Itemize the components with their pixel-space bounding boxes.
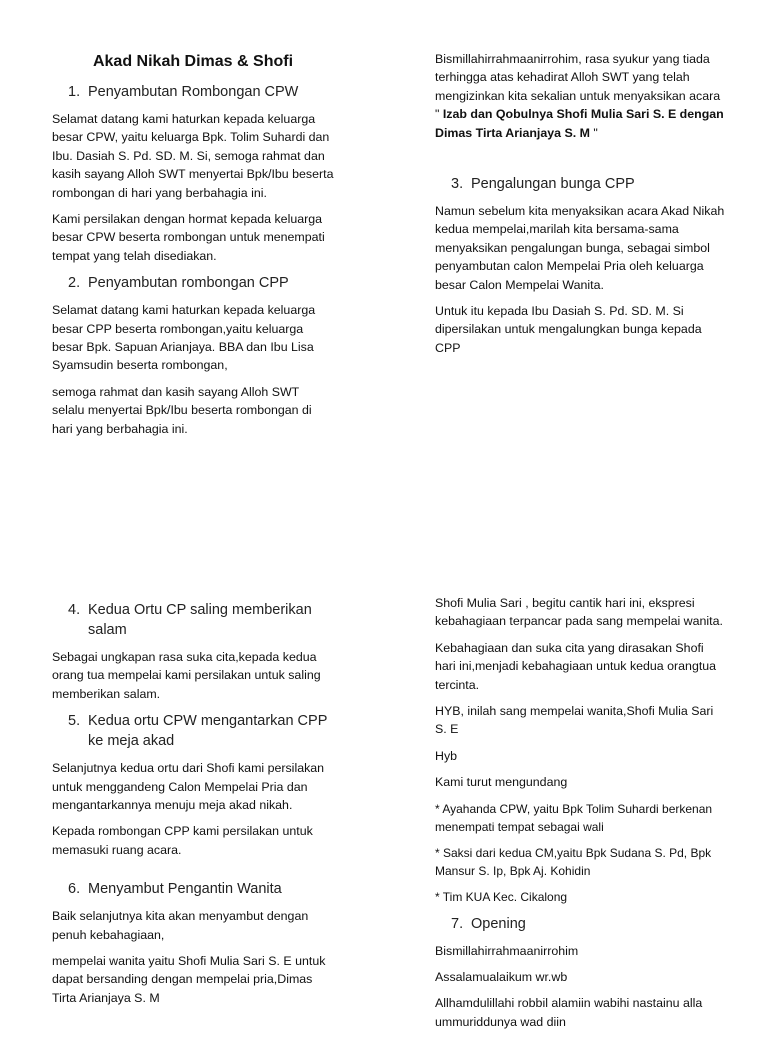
paragraph-text-end: ": [589, 125, 598, 140]
section-number: 1.: [68, 84, 81, 100]
paragraph: Kami turut mengundang: [435, 775, 568, 790]
section-number: 6.: [68, 881, 81, 898]
invitee-item: * Saksi dari kedua CM,yaitu Bpk Sudana S. Pd, Bpk Mansur S. Ip, Bpk Aj. Kohidin: [435, 845, 712, 878]
paragraph: mempelai wanita yaitu Shofi Mulia Sari S. E untuk dapat bersanding dengan mempelai pria,Dimas Tirta Arianjaya S. M: [52, 954, 326, 1005]
paragraph: Kebahagiaan dan suka cita yang dirasakan Shofi hari ini,menjadi kebahagiaan untuk kedua orangtua tercinta.: [435, 640, 717, 692]
paragraph: Hyb: [435, 748, 458, 763]
paragraph: Selanjutnya kedua ortu dari Shofi kami persilakan untuk menggandeng Calon Mempelai Pria dan mengantarkannya menuju meja akad nikah.: [52, 761, 325, 813]
paragraph: Shofi Mulia Sari , begitu cantik hari ini, ekspresi kebahagiaan terpancar pada sang mempelai wanita.: [435, 596, 723, 629]
opening-paragraph: [435, 50, 725, 142]
paragraph-text: Bismillahirrahmaanirrohim, rasa syukur yang tiada terhingga atas kehadirat Alloh SWT yang telah mengizinkan kita sekalian untuk menyaksikan acara ": [435, 52, 721, 122]
invitee-item: * Tim KUA Kec. Cikalong: [435, 889, 568, 904]
page2-right-column: [435, 594, 725, 1039]
section-title: Penyambutan rombongan CPP: [88, 275, 289, 292]
paragraph: HYB, inilah sang mempelai wanita,Shofi Mulia Sari S. E: [435, 704, 714, 737]
section-title: Penyambutan Rombongan CPW: [88, 84, 299, 100]
section-heading-5: [52, 711, 334, 751]
page2-left-column: [52, 594, 334, 1015]
section-title: Opening: [471, 915, 526, 932]
bold-event-name: Izab dan Qobulnya Shofi Mulia Sari S. E dengan Dimas Tirta Arianjaya S. M: [435, 107, 724, 140]
section-heading-3: [435, 174, 725, 194]
paragraph: Selamat datang kami haturkan kepada keluarga besar CPW, yaitu keluarga Bpk. Tolim Suhardi dan Ibu. Dasiah S. Pd. SD. M. Si, semoga rahmat dan kasih sayang Alloh SWT menyertai Bpk/Ibu beserta rombongan di hari yang berbahagia ini.: [52, 112, 334, 200]
invitee-item: * Ayahanda CPW, yaitu Bpk Tolim Suhardi berkenan menempati tempat sebagai wali: [435, 801, 713, 834]
paragraph: semoga rahmat dan kasih sayang Alloh SWT selalu menyertai Bpk/Ibu beserta rombongan di hari yang berbahagia ini.: [52, 384, 312, 436]
paragraph: Allhamdulillahi robbil alamiin wabihi nastainu alla ummuriddunya wad diin: [435, 996, 703, 1029]
section-title: Menyambut Pengantin Wanita: [88, 881, 282, 898]
paragraph: Assalamualaikum wr.wb: [435, 970, 568, 985]
paragraph: Sebagai ungkapan rasa suka cita,kepada kedua orang tua mempelai kami persilakan untuk saling memberikan salam.: [52, 650, 321, 701]
paragraph: Kepada rombongan CPP kami persilakan untuk memasuki ruang acara.: [52, 824, 313, 857]
section-heading-2: [52, 273, 334, 293]
section-heading-6: [52, 879, 334, 899]
section-number: 2.: [68, 275, 81, 292]
page1-right-column: [435, 50, 725, 365]
section-number: 5.: [68, 713, 81, 730]
section-heading-1: [52, 82, 334, 102]
paragraph: Untuk itu kepada Ibu Dasiah S. Pd. SD. M. Si dipersilakan untuk mengalungkan bunga kepada CPP: [435, 304, 702, 355]
paragraph: Kami persilakan dengan hormat kepada keluarga besar CPW beserta rombongan untuk menempati tempat yang telah disediakan.: [52, 212, 325, 263]
paragraph: Baik selanjutnya kita akan menyambut dengan penuh kebahagiaan,: [52, 909, 309, 942]
page1-left-column: [52, 50, 334, 446]
section-title: Kedua Ortu CP saling memberikan salam: [88, 602, 312, 638]
paragraph: Bismillahirrahmaanirrohim: [435, 943, 579, 958]
document-title: Akad Nikah Dimas & Shofi: [92, 53, 294, 70]
section-number: 7.: [451, 915, 464, 932]
section-number: 3.: [451, 176, 464, 193]
section-title: Kedua ortu CPW mengantarkan CPP ke meja akad: [88, 713, 328, 750]
section-number: 4.: [68, 602, 81, 618]
section-heading-7: [435, 914, 725, 934]
section-heading-4: [52, 600, 334, 640]
paragraph: Namun sebelum kita menyaksikan acara Akad Nikah kedua mempelai,marilah kita bersama-sama menyaksikan pengalungan bunga, sebagai simbol penyambutan calon Mempelai Pria oleh keluarga besar Calon Mempelai Wanita.: [435, 204, 725, 292]
paragraph: Selamat datang kami haturkan kepada keluarga besar CPP beserta rombongan,yaitu keluarga besar Bpk. Sapuan Arianjaya. BBA dan Ibu Lisa Syamsudin beserta rombongan,: [52, 303, 316, 373]
section-title: Pengalungan bunga CPP: [471, 176, 635, 193]
